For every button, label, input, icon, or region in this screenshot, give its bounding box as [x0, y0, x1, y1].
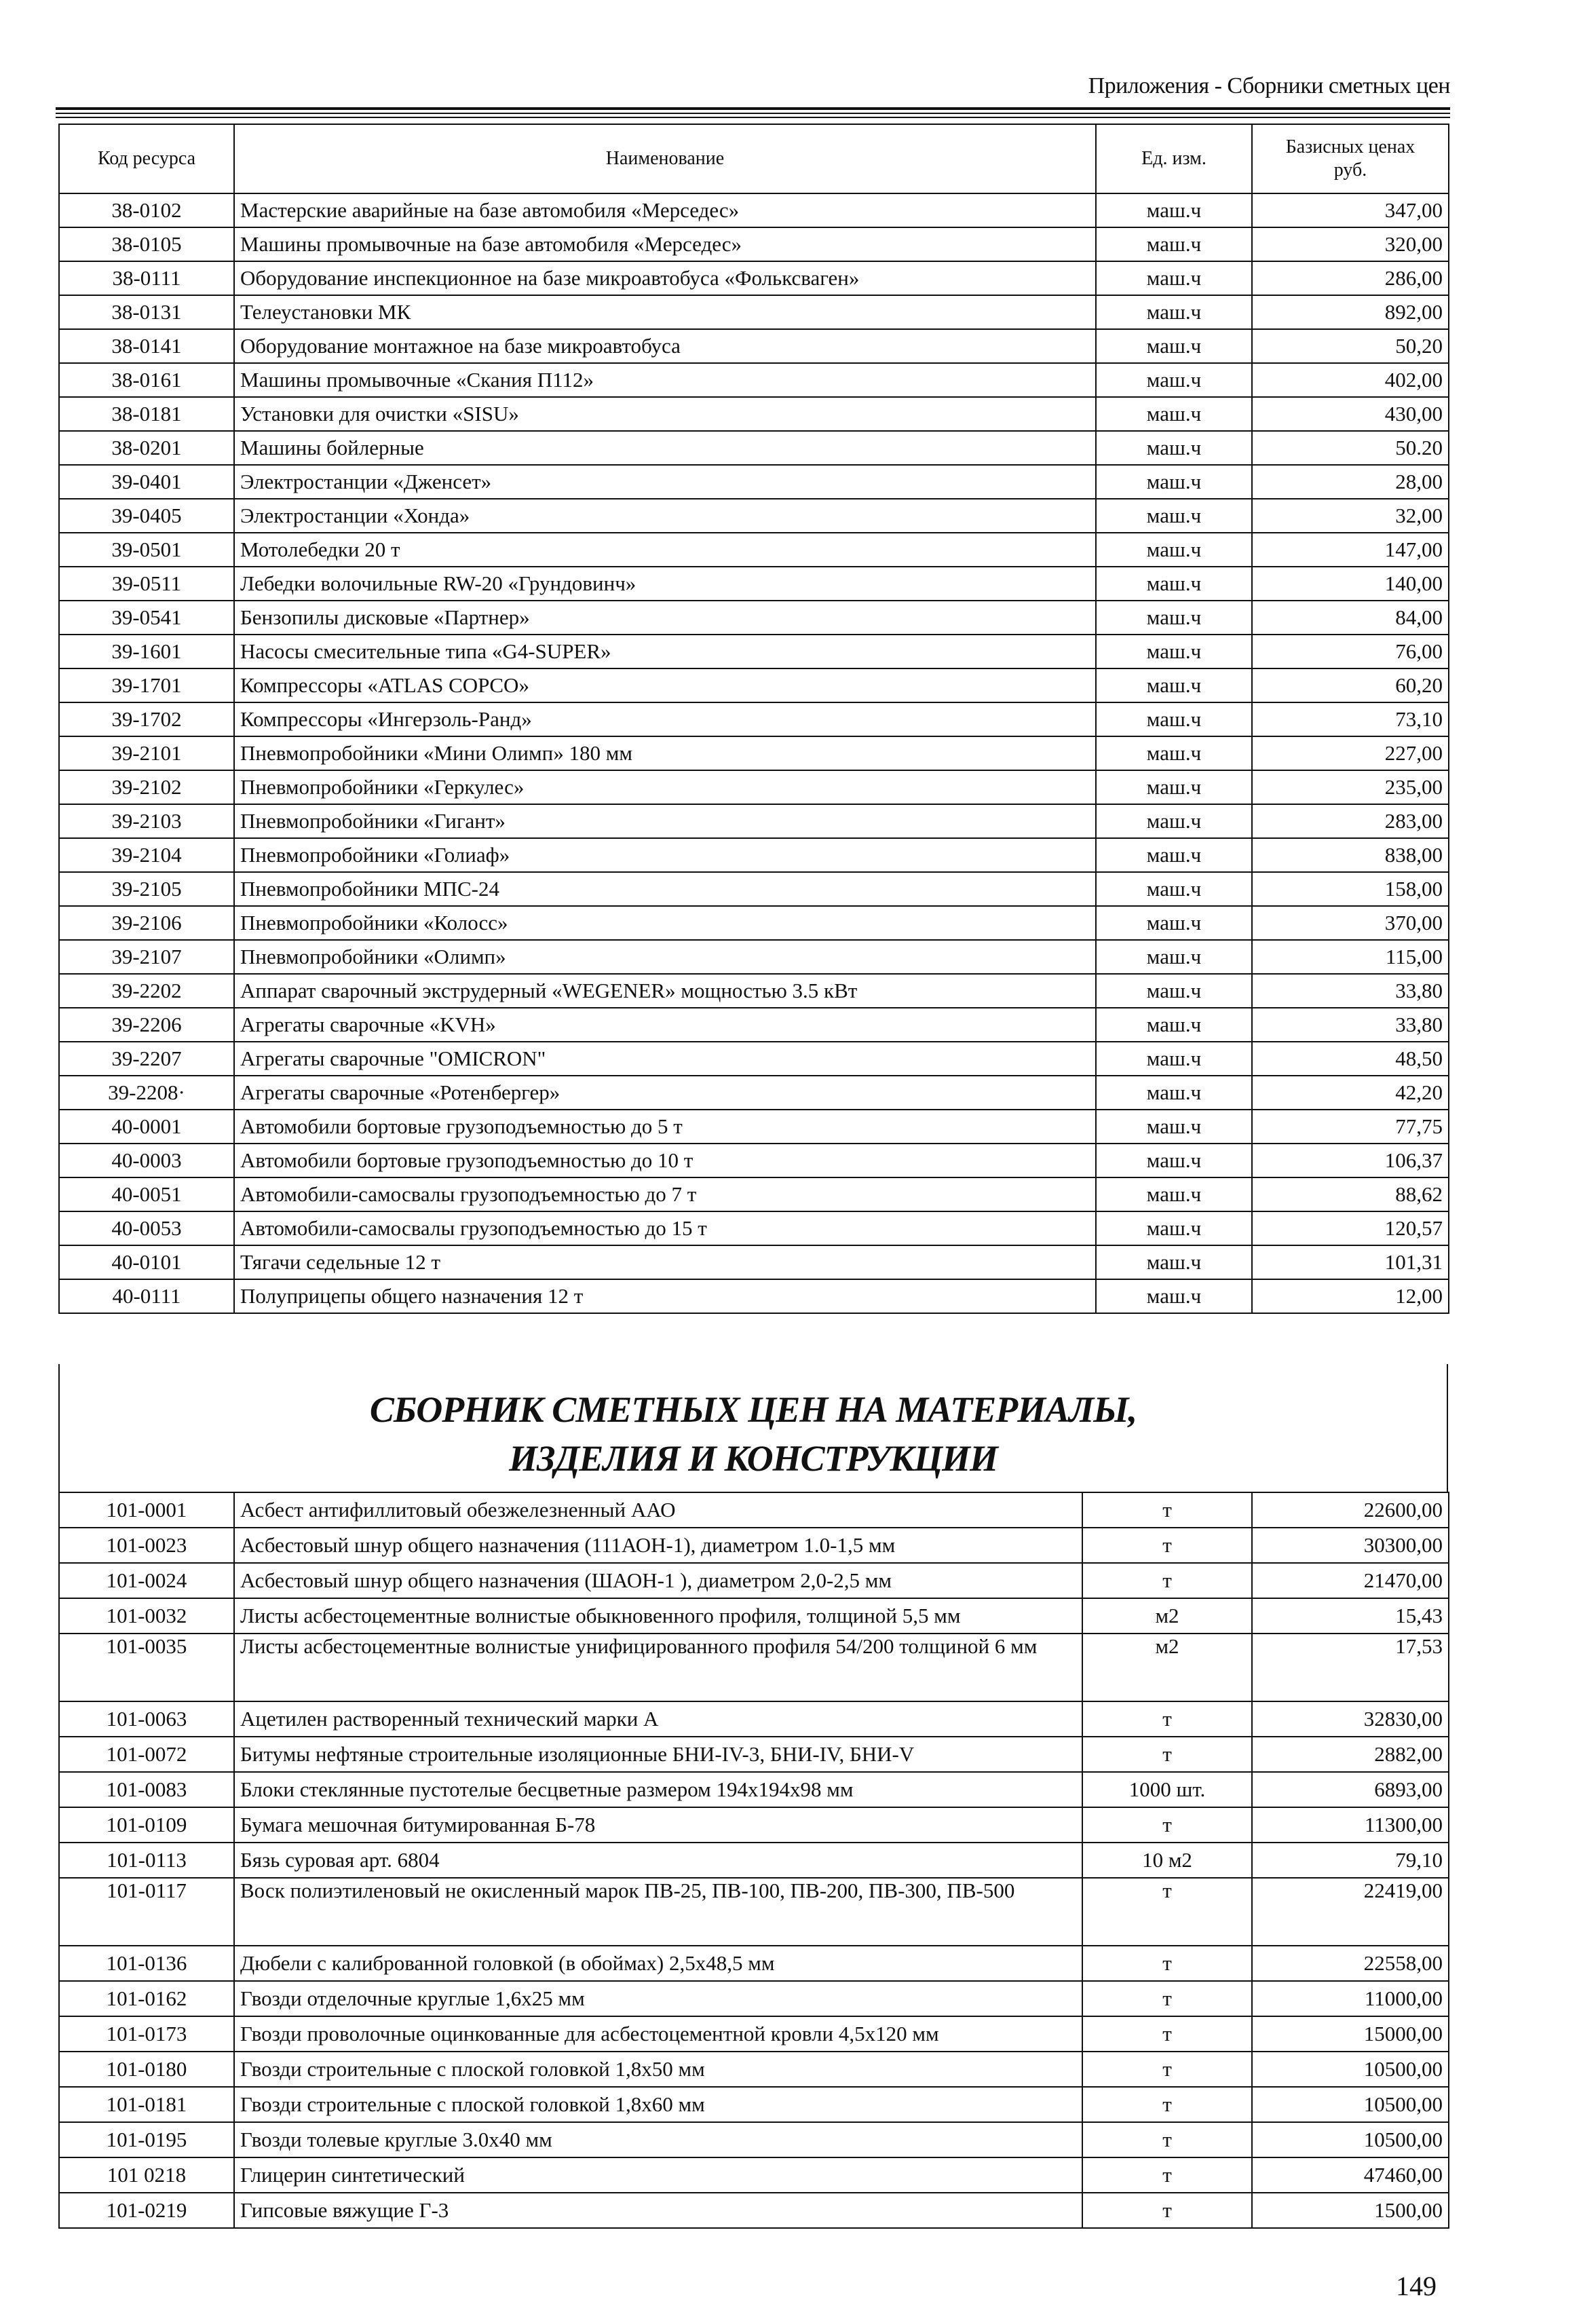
- table-row: [59, 1076, 1449, 1110]
- item-name-cell: Пневмопробойники «Гигант»: [234, 804, 1096, 838]
- resource-code-cell: 39-2106: [59, 906, 234, 940]
- resource-code-cell: 101-0219: [59, 2193, 234, 2228]
- item-name-cell: Пневмопробойники МПС-24: [234, 872, 1096, 906]
- resource-code-cell: 38-0131: [59, 295, 234, 329]
- table-row: [59, 1598, 1449, 1634]
- section-heading-box: [58, 1364, 1448, 1493]
- resource-code-cell: 39-2208·: [59, 1076, 234, 1110]
- resource-code-cell: 101 0218: [59, 2157, 234, 2193]
- table-row: [59, 668, 1449, 702]
- unit-cell: маш.ч: [1096, 1008, 1252, 1042]
- machines-price-table: [58, 124, 1449, 1314]
- price-cell: 147,00: [1252, 533, 1449, 567]
- unit-cell: 1000 шт.: [1082, 1772, 1252, 1807]
- unit-cell: маш.ч: [1096, 635, 1252, 668]
- price-header-line1: Базисных ценах: [1285, 136, 1416, 158]
- table-row: [59, 770, 1449, 804]
- table-row: [59, 635, 1449, 668]
- price-cell: 84,00: [1252, 601, 1449, 635]
- table-row: [59, 804, 1449, 838]
- header-rule: [56, 107, 1450, 110]
- unit-cell: маш.ч: [1096, 363, 1252, 397]
- price-cell: 1500,00: [1252, 2193, 1449, 2228]
- item-name-cell: Гвозди строительные с плоской головкой 1,8x50 мм: [234, 2052, 1082, 2087]
- unit-cell: т: [1082, 1737, 1252, 1772]
- price-cell: 320,00: [1252, 227, 1449, 261]
- unit-cell: маш.ч: [1096, 974, 1252, 1008]
- item-name-cell: Асбест антифиллитовый обезжелезненный ААО: [234, 1492, 1082, 1528]
- price-cell: 101,31: [1252, 1245, 1449, 1279]
- unit-cell: 10 м2: [1082, 1843, 1252, 1878]
- table-row: [59, 1737, 1449, 1772]
- resource-code-cell: 39-2102: [59, 770, 234, 804]
- item-name-cell: Мастерские аварийные на базе автомобиля «Мерседес»: [234, 193, 1096, 227]
- item-name-cell: Мотолебедки 20 т: [234, 533, 1096, 567]
- resource-code-cell: 101-0181: [59, 2087, 234, 2122]
- item-name-cell: Гвозди толевые круглые 3.0x40 мм: [234, 2122, 1082, 2157]
- unit-cell: маш.ч: [1096, 533, 1252, 567]
- item-name-cell: Установки для очистки «SISU»: [234, 397, 1096, 431]
- unit-cell: маш.ч: [1096, 1177, 1252, 1211]
- item-name-cell: Пневмопробойники «Колосс»: [234, 906, 1096, 940]
- item-name-cell: Пневмопробойники «Геркулес»: [234, 770, 1096, 804]
- resource-code-cell: 39-1601: [59, 635, 234, 668]
- unit-cell: маш.ч: [1096, 736, 1252, 770]
- resource-code-cell: 39-2107: [59, 940, 234, 974]
- price-cell: 17,53: [1252, 1634, 1449, 1701]
- item-name-cell: Машины промывочные «Скания П112»: [234, 363, 1096, 397]
- table-row: [59, 702, 1449, 736]
- price-cell: 370,00: [1252, 906, 1449, 940]
- price-cell: 22600,00: [1252, 1492, 1449, 1528]
- price-cell: 347,00: [1252, 193, 1449, 227]
- column-header-code: Код ресурса: [59, 124, 234, 193]
- resource-code-cell: 101-0117: [59, 1878, 234, 1946]
- resource-code-cell: 39-2206: [59, 1008, 234, 1042]
- item-name-cell: Асбестовый шнур общего назначения (111АОН-1), диаметром 1.0-1,5 мм: [234, 1528, 1082, 1563]
- resource-code-cell: 38-0201: [59, 431, 234, 465]
- resource-code-cell: 101-0113: [59, 1843, 234, 1878]
- price-cell: 838,00: [1252, 838, 1449, 872]
- item-name-cell: Глицерин синтетический: [234, 2157, 1082, 2193]
- table-row: [59, 329, 1449, 363]
- item-name-cell: Телеустановки МК: [234, 295, 1096, 329]
- table-row: [59, 1492, 1449, 1528]
- table-row: [59, 465, 1449, 499]
- resource-code-cell: 40-0053: [59, 1211, 234, 1245]
- resource-code-cell: 38-0181: [59, 397, 234, 431]
- table-row: [59, 2016, 1449, 2052]
- item-name-cell: Электростанции «Хонда»: [234, 499, 1096, 533]
- item-name-cell: Агрегаты сварочные «Ротенбергер»: [234, 1076, 1096, 1110]
- unit-cell: т: [1082, 2122, 1252, 2157]
- table-row: [59, 533, 1449, 567]
- unit-cell: маш.ч: [1096, 567, 1252, 601]
- table-row: [59, 295, 1449, 329]
- item-name-cell: Лебедки волочильные RW-20 «Грундовинч»: [234, 567, 1096, 601]
- table-row: [59, 1563, 1449, 1598]
- item-name-cell: Гипсовые вяжущие Г-3: [234, 2193, 1082, 2228]
- unit-cell: т: [1082, 2087, 1252, 2122]
- table-row: [59, 601, 1449, 635]
- unit-cell: маш.ч: [1096, 1245, 1252, 1279]
- table-row: [59, 974, 1449, 1008]
- price-cell: 286,00: [1252, 261, 1449, 295]
- price-cell: 12,00: [1252, 1279, 1449, 1313]
- unit-cell: т: [1082, 2052, 1252, 2087]
- price-cell: 32830,00: [1252, 1701, 1449, 1737]
- unit-cell: маш.ч: [1096, 465, 1252, 499]
- table-row: [59, 1878, 1449, 1946]
- item-name-cell: Битумы нефтяные строительные изоляционные БНИ-IV-3, БНИ-IV, БНИ-V: [234, 1737, 1082, 1772]
- item-name-cell: Оборудование монтажное на базе микроавтобуса: [234, 329, 1096, 363]
- price-cell: 50.20: [1252, 431, 1449, 465]
- unit-cell: маш.ч: [1096, 295, 1252, 329]
- section-title-line1: СБОРНИК СМЕТНЫХ ЦЕН НА МАТЕРИАЛЫ,: [369, 1389, 1137, 1430]
- table-row: [59, 1843, 1449, 1878]
- price-cell: 283,00: [1252, 804, 1449, 838]
- price-cell: 88,62: [1252, 1177, 1449, 1211]
- table-row: [59, 1807, 1449, 1843]
- table-row: [59, 1946, 1449, 1981]
- price-cell: 77,75: [1252, 1110, 1449, 1144]
- price-cell: 32,00: [1252, 499, 1449, 533]
- table-row: [59, 1144, 1449, 1177]
- resource-code-cell: 40-0003: [59, 1144, 234, 1177]
- column-header-name: Наименование: [234, 124, 1096, 193]
- unit-cell: маш.ч: [1096, 227, 1252, 261]
- resource-code-cell: 39-0405: [59, 499, 234, 533]
- item-name-cell: Аппарат сварочный экструдерный «WEGENER» мощностью 3.5 кВт: [234, 974, 1096, 1008]
- table-row: [59, 431, 1449, 465]
- item-name-cell: Пневмопробойники «Голиаф»: [234, 838, 1096, 872]
- unit-cell: маш.ч: [1096, 601, 1252, 635]
- resource-code-cell: 39-2105: [59, 872, 234, 906]
- item-name-cell: Гвозди строительные с плоской головкой 1,8x60 мм: [234, 2087, 1082, 2122]
- unit-cell: т: [1082, 1528, 1252, 1563]
- table-row: [59, 227, 1449, 261]
- unit-cell: маш.ч: [1096, 804, 1252, 838]
- table-row: [59, 1981, 1449, 2016]
- item-name-cell: Дюбели с калиброванной головкой (в обоймах) 2,5x48,5 мм: [234, 1946, 1082, 1981]
- price-cell: 60,20: [1252, 668, 1449, 702]
- item-name-cell: Блоки стеклянные пустотелые бесцветные размером 194x194x98 мм: [234, 1772, 1082, 1807]
- unit-cell: маш.ч: [1096, 1076, 1252, 1110]
- price-cell: 235,00: [1252, 770, 1449, 804]
- table-row: [59, 499, 1449, 533]
- table-row: [59, 567, 1449, 601]
- header-rule: [56, 117, 1450, 118]
- resource-code-cell: 39-1701: [59, 668, 234, 702]
- price-header-line2: руб.: [1333, 159, 1367, 181]
- unit-cell: маш.ч: [1096, 702, 1252, 736]
- unit-cell: маш.ч: [1096, 1144, 1252, 1177]
- price-cell: 47460,00: [1252, 2157, 1449, 2193]
- item-name-cell: Компрессоры «Ингерзоль-Ранд»: [234, 702, 1096, 736]
- unit-cell: маш.ч: [1096, 770, 1252, 804]
- resource-code-cell: 101-0024: [59, 1563, 234, 1598]
- unit-cell: маш.ч: [1096, 940, 1252, 974]
- running-header: Приложения - Сборники сметных цен: [1088, 73, 1450, 98]
- table-header-row: [59, 124, 1449, 193]
- resource-code-cell: 40-0101: [59, 1245, 234, 1279]
- price-cell: 22419,00: [1252, 1878, 1449, 1946]
- item-name-cell: Машины промывочные на базе автомобиля «Мерседес»: [234, 227, 1096, 261]
- unit-cell: маш.ч: [1096, 838, 1252, 872]
- item-name-cell: Компрессоры «ATLAS COPCO»: [234, 668, 1096, 702]
- item-name-cell: Листы асбестоцементные волнистые унифицированного профиля 54/200 толщиной 6 мм: [234, 1634, 1082, 1701]
- item-name-cell: Полуприцепы общего назначения 12 т: [234, 1279, 1096, 1313]
- resource-code-cell: 38-0161: [59, 363, 234, 397]
- table-row: [59, 397, 1449, 431]
- resource-code-cell: 101-0109: [59, 1807, 234, 1843]
- resource-code-cell: 101-0001: [59, 1492, 234, 1528]
- unit-cell: маш.ч: [1096, 261, 1252, 295]
- table-row: [59, 2157, 1449, 2193]
- item-name-cell: Гвозди отделочные круглые 1,6x25 мм: [234, 1981, 1082, 2016]
- resource-code-cell: 39-1702: [59, 702, 234, 736]
- price-cell: 15,43: [1252, 1598, 1449, 1634]
- price-cell: 11300,00: [1252, 1807, 1449, 1843]
- price-cell: 10500,00: [1252, 2052, 1449, 2087]
- price-cell: 140,00: [1252, 567, 1449, 601]
- table-row: [59, 838, 1449, 872]
- price-cell: 6893,00: [1252, 1772, 1449, 1807]
- unit-cell: т: [1082, 1701, 1252, 1737]
- price-cell: 120,57: [1252, 1211, 1449, 1245]
- unit-cell: маш.ч: [1096, 193, 1252, 227]
- unit-cell: маш.ч: [1096, 431, 1252, 465]
- unit-cell: маш.ч: [1096, 1279, 1252, 1313]
- table-row: [59, 1110, 1449, 1144]
- resource-code-cell: 101-0195: [59, 2122, 234, 2157]
- unit-cell: маш.ч: [1096, 1110, 1252, 1144]
- column-header-price: [1252, 124, 1449, 193]
- resource-code-cell: 39-2104: [59, 838, 234, 872]
- resource-code-cell: 101-0162: [59, 1981, 234, 2016]
- table-row: [59, 193, 1449, 227]
- resource-code-cell: 39-2101: [59, 736, 234, 770]
- item-name-cell: Асбестовый шнур общего назначения (ШАОН-1 ), диаметром 2,0-2,5 мм: [234, 1563, 1082, 1598]
- price-cell: 42,20: [1252, 1076, 1449, 1110]
- unit-cell: м2: [1082, 1634, 1252, 1701]
- resource-code-cell: 101-0173: [59, 2016, 234, 2052]
- price-cell: 22558,00: [1252, 1946, 1449, 1981]
- item-name-cell: Бумага мешочная битумированная Б-78: [234, 1807, 1082, 1843]
- unit-cell: м2: [1082, 1598, 1252, 1634]
- unit-cell: маш.ч: [1096, 1042, 1252, 1076]
- price-cell: 28,00: [1252, 465, 1449, 499]
- item-name-cell: Автомобили-самосвалы грузоподъемностью до 7 т: [234, 1177, 1096, 1211]
- price-cell: 227,00: [1252, 736, 1449, 770]
- machines-body: [59, 193, 1449, 1313]
- item-name-cell: Оборудование инспекционное на базе микроавтобуса «Фольксваген»: [234, 261, 1096, 295]
- item-name-cell: Автомобили бортовые грузоподъемностью до 5 т: [234, 1110, 1096, 1144]
- section-title-line2: ИЗДЕЛИЯ И КОНСТРУКЦИИ: [508, 1438, 998, 1479]
- unit-cell: маш.ч: [1096, 906, 1252, 940]
- resource-code-cell: 101-0063: [59, 1701, 234, 1737]
- table-row: [59, 1008, 1449, 1042]
- resource-code-cell: 101-0180: [59, 2052, 234, 2087]
- unit-cell: т: [1082, 1981, 1252, 2016]
- item-name-cell: Пневмопробойники «Мини Олимп» 180 мм: [234, 736, 1096, 770]
- resource-code-cell: 40-0001: [59, 1110, 234, 1144]
- resource-code-cell: 40-0051: [59, 1177, 234, 1211]
- unit-cell: маш.ч: [1096, 872, 1252, 906]
- item-name-cell: Автомобили-самосвалы грузоподъемностью до 15 т: [234, 1211, 1096, 1245]
- unit-cell: т: [1082, 1492, 1252, 1528]
- price-cell: 892,00: [1252, 295, 1449, 329]
- table-row: [59, 872, 1449, 906]
- resource-code-cell: 39-2202: [59, 974, 234, 1008]
- table-row: [59, 906, 1449, 940]
- price-cell: 106,37: [1252, 1144, 1449, 1177]
- price-cell: 33,80: [1252, 1008, 1449, 1042]
- table-row: [59, 1177, 1449, 1211]
- resource-code-cell: 101-0083: [59, 1772, 234, 1807]
- price-cell: 33,80: [1252, 974, 1449, 1008]
- item-name-cell: Листы асбестоцементные волнистые обыкновенного профиля, толщиной 5,5 мм: [234, 1598, 1082, 1634]
- resource-code-cell: 101-0023: [59, 1528, 234, 1563]
- resource-code-cell: 101-0035: [59, 1634, 234, 1701]
- item-name-cell: Пневмопробойники «Олимп»: [234, 940, 1096, 974]
- table-row: [59, 261, 1449, 295]
- resource-code-cell: 101-0136: [59, 1946, 234, 1981]
- price-cell: 10500,00: [1252, 2122, 1449, 2157]
- price-cell: 30300,00: [1252, 1528, 1449, 1563]
- price-cell: 402,00: [1252, 363, 1449, 397]
- table-row: [59, 2122, 1449, 2157]
- item-name-cell: Гвозди проволочные оцинкованные для асбестоцементной кровли 4,5x120 мм: [234, 2016, 1082, 2052]
- unit-cell: т: [1082, 2193, 1252, 2228]
- header-rule: [56, 113, 1450, 114]
- item-name-cell: Агрегаты сварочные «KVH»: [234, 1008, 1096, 1042]
- table-row: [59, 363, 1449, 397]
- table-row: [59, 2193, 1449, 2228]
- materials-body: [59, 1492, 1449, 2228]
- price-cell: 10500,00: [1252, 2087, 1449, 2122]
- unit-cell: т: [1082, 2016, 1252, 2052]
- price-cell: 15000,00: [1252, 2016, 1449, 2052]
- resource-code-cell: 38-0102: [59, 193, 234, 227]
- price-cell: 73,10: [1252, 702, 1449, 736]
- resource-code-cell: 40-0111: [59, 1279, 234, 1313]
- price-cell: 2882,00: [1252, 1737, 1449, 1772]
- unit-cell: т: [1082, 1878, 1252, 1946]
- price-cell: 50,20: [1252, 329, 1449, 363]
- resource-code-cell: 38-0141: [59, 329, 234, 363]
- unit-cell: маш.ч: [1096, 668, 1252, 702]
- resource-code-cell: 38-0111: [59, 261, 234, 295]
- table-row: [59, 1211, 1449, 1245]
- item-name-cell: Бензопилы дисковые «Партнер»: [234, 601, 1096, 635]
- table-row: [59, 1042, 1449, 1076]
- item-name-cell: Автомобили бортовые грузоподъемностью до 10 т: [234, 1144, 1096, 1177]
- page-number: 149: [1396, 2271, 1437, 2301]
- resource-code-cell: 39-2207: [59, 1042, 234, 1076]
- item-name-cell: Воск полиэтиленовый не окисленный марок ПВ-25, ПВ-100, ПВ-200, ПВ-300, ПВ-500: [234, 1878, 1082, 1946]
- price-cell: 48,50: [1252, 1042, 1449, 1076]
- unit-cell: маш.ч: [1096, 329, 1252, 363]
- table-row: [59, 940, 1449, 974]
- unit-cell: маш.ч: [1096, 1211, 1252, 1245]
- table-row: [59, 1279, 1449, 1313]
- table-row: [59, 2052, 1449, 2087]
- item-name-cell: Агрегаты сварочные "OMICRON": [234, 1042, 1096, 1076]
- price-cell: 79,10: [1252, 1843, 1449, 1878]
- resource-code-cell: 39-0541: [59, 601, 234, 635]
- materials-price-table: [58, 1492, 1449, 2229]
- table-row: [59, 2087, 1449, 2122]
- unit-cell: маш.ч: [1096, 499, 1252, 533]
- resource-code-cell: 39-0511: [59, 567, 234, 601]
- item-name-cell: Электростанции «Дженсет»: [234, 465, 1096, 499]
- resource-code-cell: 101-0032: [59, 1598, 234, 1634]
- table-row: [59, 736, 1449, 770]
- table-row: [59, 1634, 1449, 1701]
- item-name-cell: Насосы смесительные типа «G4-SUPER»: [234, 635, 1096, 668]
- table-row: [59, 1701, 1449, 1737]
- price-cell: 11000,00: [1252, 1981, 1449, 2016]
- item-name-cell: Ацетилен растворенный технический марки А: [234, 1701, 1082, 1737]
- price-cell: 158,00: [1252, 872, 1449, 906]
- price-cell: 430,00: [1252, 397, 1449, 431]
- table-row: [59, 1528, 1449, 1563]
- item-name-cell: Бязь суровая арт. 6804: [234, 1843, 1082, 1878]
- table-row: [59, 1245, 1449, 1279]
- resource-code-cell: 39-0501: [59, 533, 234, 567]
- column-header-unit: Ед. изм.: [1096, 124, 1252, 193]
- resource-code-cell: 38-0105: [59, 227, 234, 261]
- price-cell: 21470,00: [1252, 1563, 1449, 1598]
- price-cell: 115,00: [1252, 940, 1449, 974]
- resource-code-cell: 39-2103: [59, 804, 234, 838]
- unit-cell: т: [1082, 1946, 1252, 1981]
- item-name-cell: Тягачи седельные 12 т: [234, 1245, 1096, 1279]
- price-cell: 76,00: [1252, 635, 1449, 668]
- unit-cell: т: [1082, 1563, 1252, 1598]
- resource-code-cell: 101-0072: [59, 1737, 234, 1772]
- unit-cell: т: [1082, 1807, 1252, 1843]
- unit-cell: маш.ч: [1096, 397, 1252, 431]
- table-row: [59, 1772, 1449, 1807]
- resource-code-cell: 39-0401: [59, 465, 234, 499]
- unit-cell: т: [1082, 2157, 1252, 2193]
- item-name-cell: Машины бойлерные: [234, 431, 1096, 465]
